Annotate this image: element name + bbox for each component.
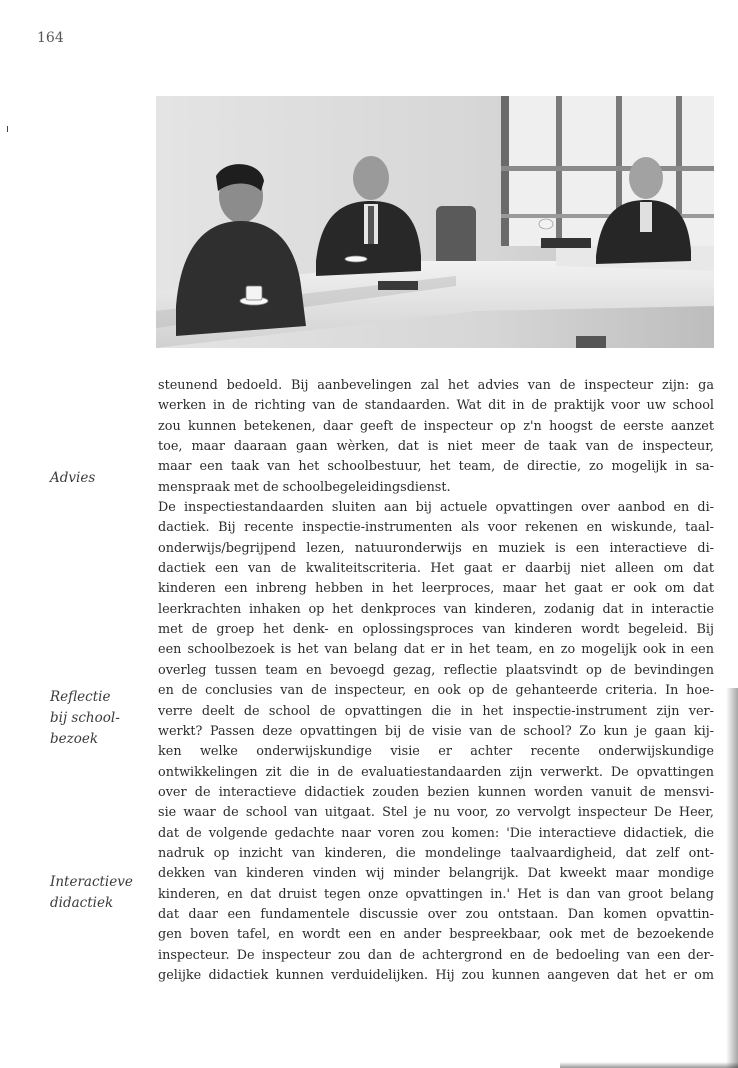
margin-note-advies: [50, 468, 95, 489]
text-line: werkt? Passen deze opvattingen bij de visie van de school? Zo kun je gaan kij-: [158, 723, 714, 739]
text-line: gen boven tafel, en wordt een en ander bespreekbaar, ook met de bezoekende: [158, 927, 714, 943]
margin-note-interactieve-didactiek: [50, 872, 133, 914]
margin-note-line: bij school-: [50, 710, 120, 726]
body-text: [158, 376, 714, 986]
text-line: nadruk op inzicht van kinderen, die mondelinge taalvaardigheid, dat zelf ont-: [158, 845, 714, 861]
margin-note-line: Advies: [50, 470, 96, 486]
text-line: steunend bedoeld. Bij aanbevelingen zal het advies van de inspecteur zijn: ga: [158, 378, 714, 393]
stray-mark: [7, 126, 8, 132]
text-line: toe, maar daaraan gaan wèrken, dat is niet meer de taak van de inspecteur,: [158, 439, 714, 455]
text-line: en de conclusies van de inspecteur, en ook op de gehanteerde criteria. In hoe-: [158, 683, 714, 699]
text-line: dekken van kinderen vinden wij minder belangrijk. Dat kweekt maar mondige: [158, 866, 714, 882]
margin-note-line: didactiek: [50, 895, 114, 911]
margin-note-line: bezoek: [50, 731, 99, 747]
text-line: zou kunnen betekenen, daar geeft de inspecteur op z'n hoogst de eerste aanzet: [158, 418, 714, 434]
text-line: leerkrachten inhaken op het denkproces van kinderen, zodanig dat in interactie: [158, 601, 714, 617]
text-line: kinderen, en dat druist tegen onze opvattingen in.' Het is dan van groot belang: [158, 886, 714, 902]
text-line: sie waar de school van uitgaat. Stel je nu voor, zo vervolgt inspecteur De Heer,: [158, 805, 714, 821]
text-line: dat de volgende gedachte naar voren zou komen: 'Die interactieve didactiek, die: [158, 825, 714, 841]
text-line: gelijke didactiek kunnen verduidelijken. Hij zou kunnen aangeven dat het er om: [158, 967, 714, 983]
text-line: inspecteur. De inspecteur zou dan de achtergrond en de bedoeling van een der-: [158, 947, 714, 963]
text-line: een schoolbezoek is het van belang dat er in het team, en zo mogelijk ook in een: [158, 642, 714, 658]
text-line: ontwikkelingen zit die in de evaluatiestandaarden zijn verwerkt. De opvattingen: [158, 764, 714, 780]
text-line: maar een taak van het schoolbestuur, het team, de directie, zo mogelijk in sa-: [158, 459, 714, 475]
text-line: dactiek een van de kwaliteitscriteria. Het gaat er daarbij niet alleen om dat: [158, 561, 714, 577]
text-line: dat daar een fundamentele discussie over zou ontstaan. Dan komen opvattin-: [158, 906, 714, 922]
text-line: over de interactieve didactiek zouden bezien kunnen worden vanuit de mensvi-: [158, 784, 714, 800]
text-line: overleg tussen team en bevoegd gezag, reflectie plaatsvindt op de bevindingen: [158, 662, 714, 678]
text-line: onderwijs/begrijpend lezen, natuuronderwijs en muziek is een interactieve di-: [158, 540, 714, 556]
margin-note-reflectie: [50, 687, 120, 750]
page-bottom-shadow: [560, 1062, 738, 1068]
margin-note-line: Interactieve: [50, 874, 133, 890]
page-number: 164: [37, 30, 64, 46]
meeting-photo: [156, 96, 714, 348]
text-line: ken welke onderwijskundige visie er achter recente onderwijskundige: [158, 744, 714, 760]
text-line: menspraak met de schoolbegeleidingsdienst.: [158, 479, 451, 495]
text-line: werken in de richting van de standaarden. Wat dit in de praktijk voor uw school: [158, 398, 714, 414]
text-line: met de groep het denk- en oplossingsproces van kinderen wordt begeleid. Bij: [158, 622, 714, 638]
text-line: verre deelt de school de opvattingen die in het inspectie-instrument zijn ver-: [158, 703, 714, 719]
page-edge-shadow: [726, 688, 738, 1068]
text-line: dactiek. Bij recente inspectie-instrumenten als voor rekenen en wiskunde, taal-: [158, 520, 714, 536]
text-line: De inspectiestandaarden sluiten aan bij actuele opvattingen over aanbod en di-: [158, 500, 714, 516]
text-line: kinderen een inbreng hebben in het leerproces, maar het gaat er ook om dat: [158, 581, 714, 597]
margin-note-line: Reflectie: [50, 689, 111, 705]
